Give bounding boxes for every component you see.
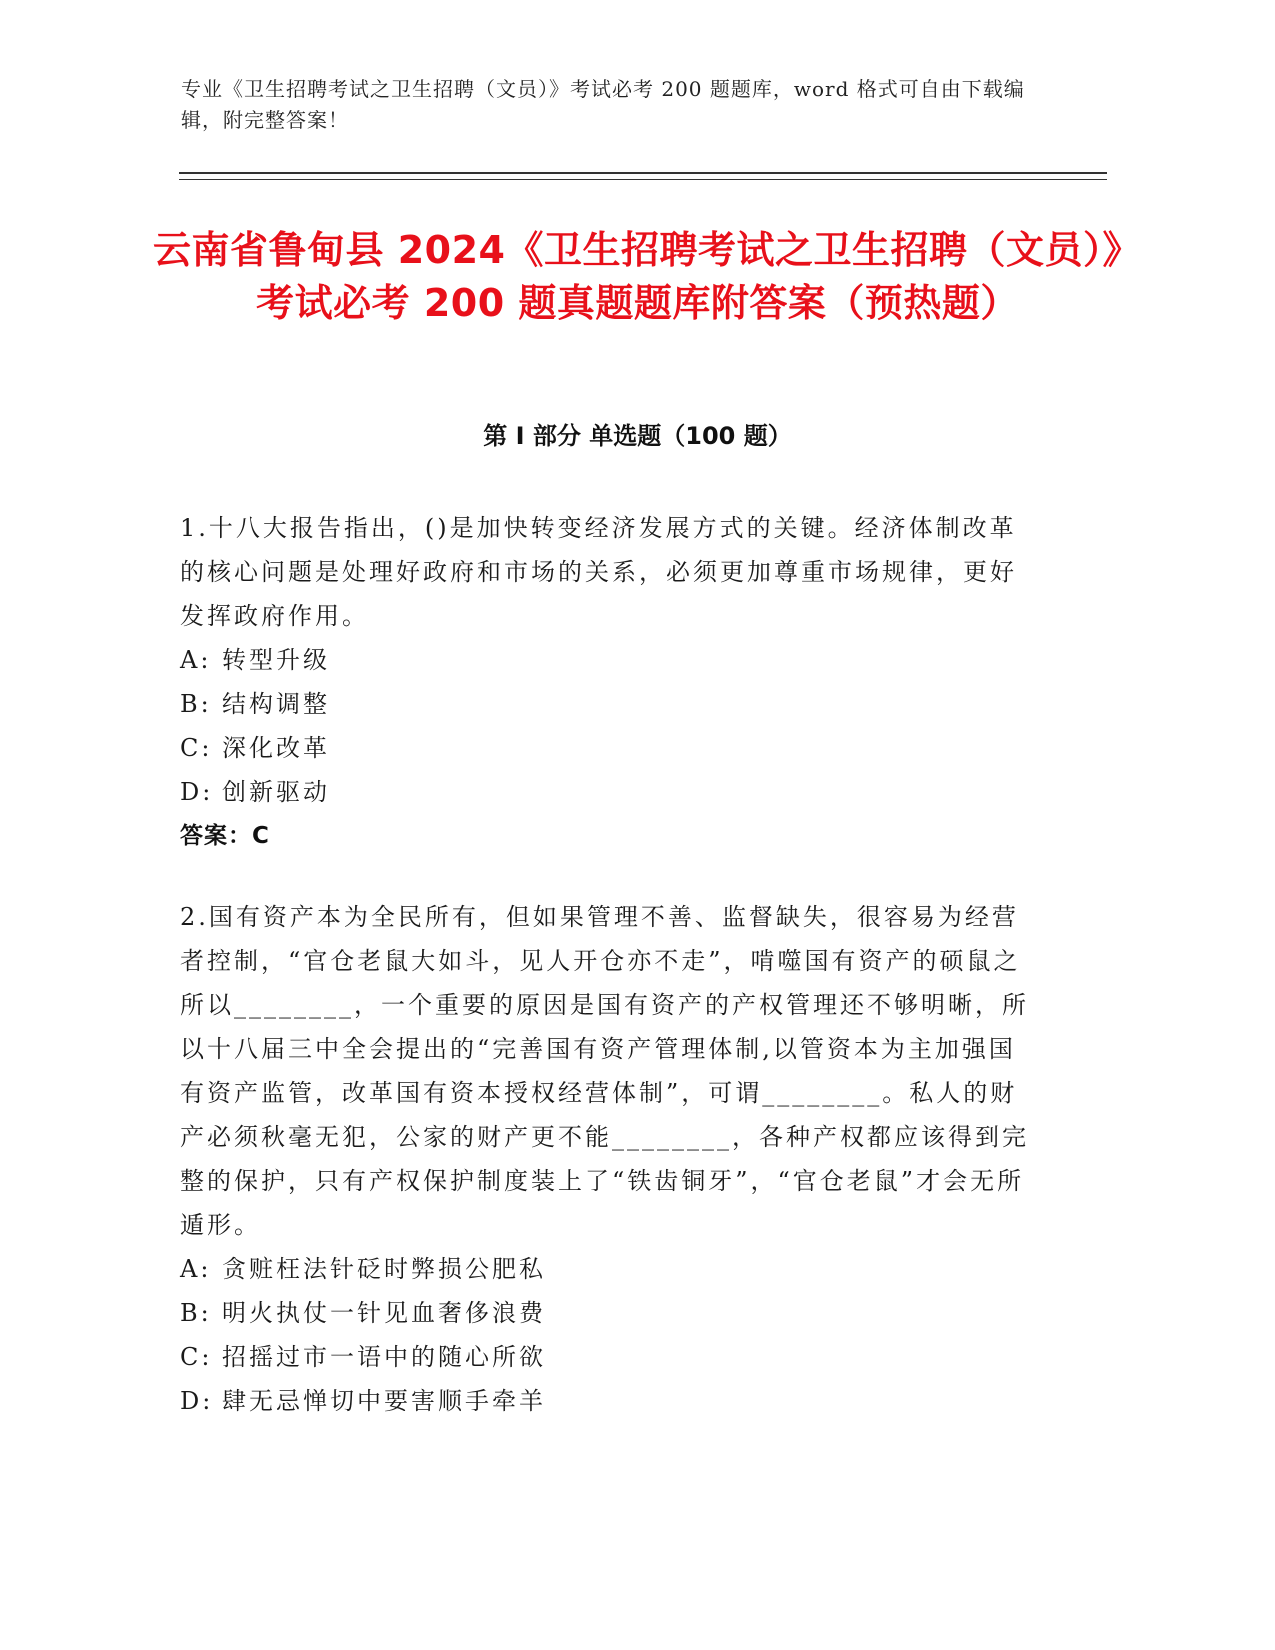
option-key: A: (180, 646, 212, 674)
header-note: 专业《卫生招聘考试之卫生招聘（文员）》考试必考 200 题题库，word 格式可自由下载编辑，附完整答案！ (181, 77, 1025, 132)
option-text: 肆无忌惮切中要害顺手牵羊 (222, 1387, 546, 1415)
option-key: C: (180, 1343, 213, 1371)
option-key: D: (180, 1387, 214, 1415)
option-key: A: (180, 1255, 212, 1283)
option-key: B: (180, 1299, 212, 1327)
option-text: 明火执仗一针见血奢侈浪费 (222, 1299, 546, 1327)
question-option-c (180, 726, 1040, 770)
question-stem: 1.十八大报告指出，()是加快转变经济发展方式的关键。经济体制改革的核心问题是处理好政府和市场的关系，必须更加尊重市场规律，更好发挥政府作用。 (180, 514, 1017, 630)
option-text: 转型升级 (222, 646, 330, 674)
option-text: 结构调整 (222, 690, 330, 718)
question-2 (180, 895, 1040, 1423)
question-option-c (180, 1335, 1040, 1379)
question-option-d (180, 1379, 1040, 1423)
header-divider-thin (179, 179, 1107, 180)
option-key: C: (180, 734, 213, 762)
question-option-d (180, 770, 1040, 814)
header-divider-thick (179, 172, 1107, 174)
option-text: 贪赃枉法针砭时弊损公肥私 (222, 1255, 546, 1283)
question-1 (180, 506, 1040, 858)
question-answer: 答案：C (180, 823, 270, 849)
question-option-a (180, 638, 1040, 682)
option-text: 深化改革 (222, 734, 330, 762)
option-text: 创新驱动 (222, 778, 330, 806)
option-key: B: (180, 690, 212, 718)
question-stem: 2.国有资产本为全民所有，但如果管理不善、监督缺失，很容易为经营者控制，“官仓老鼠大如斗，见人开仓亦不走”，啃噬国有资产的硕鼠之所以________，一个重要的原因是国有资产的产权管理还不够明晰，所以十八届三中全会提出的“完善国有资产管理体制,以管资本为主加强国有资产监管，改革国有资本授权经营体制”，可谓________。私人的财产必须秋毫无犯，公家的财产更不能________，各种产权都应该得到完整的保护，只有产权保护制度装上了“铁齿铜牙”，“官仓老鼠”才会无所遁形。 (180, 903, 1029, 1239)
question-option-a (180, 1247, 1040, 1291)
question-option-b (180, 1291, 1040, 1335)
section-heading: 第 I 部分 单选题（100 题） (483, 422, 792, 450)
document-title: 云南省鲁甸县 2024《卫生招聘考试之卫生招聘（文员）》考试必考 200 题真题题库附答案（预热题） (153, 228, 1122, 325)
option-text: 招摇过市一语中的随心所欲 (222, 1343, 546, 1371)
question-option-b (180, 682, 1040, 726)
option-key: D: (180, 778, 214, 806)
